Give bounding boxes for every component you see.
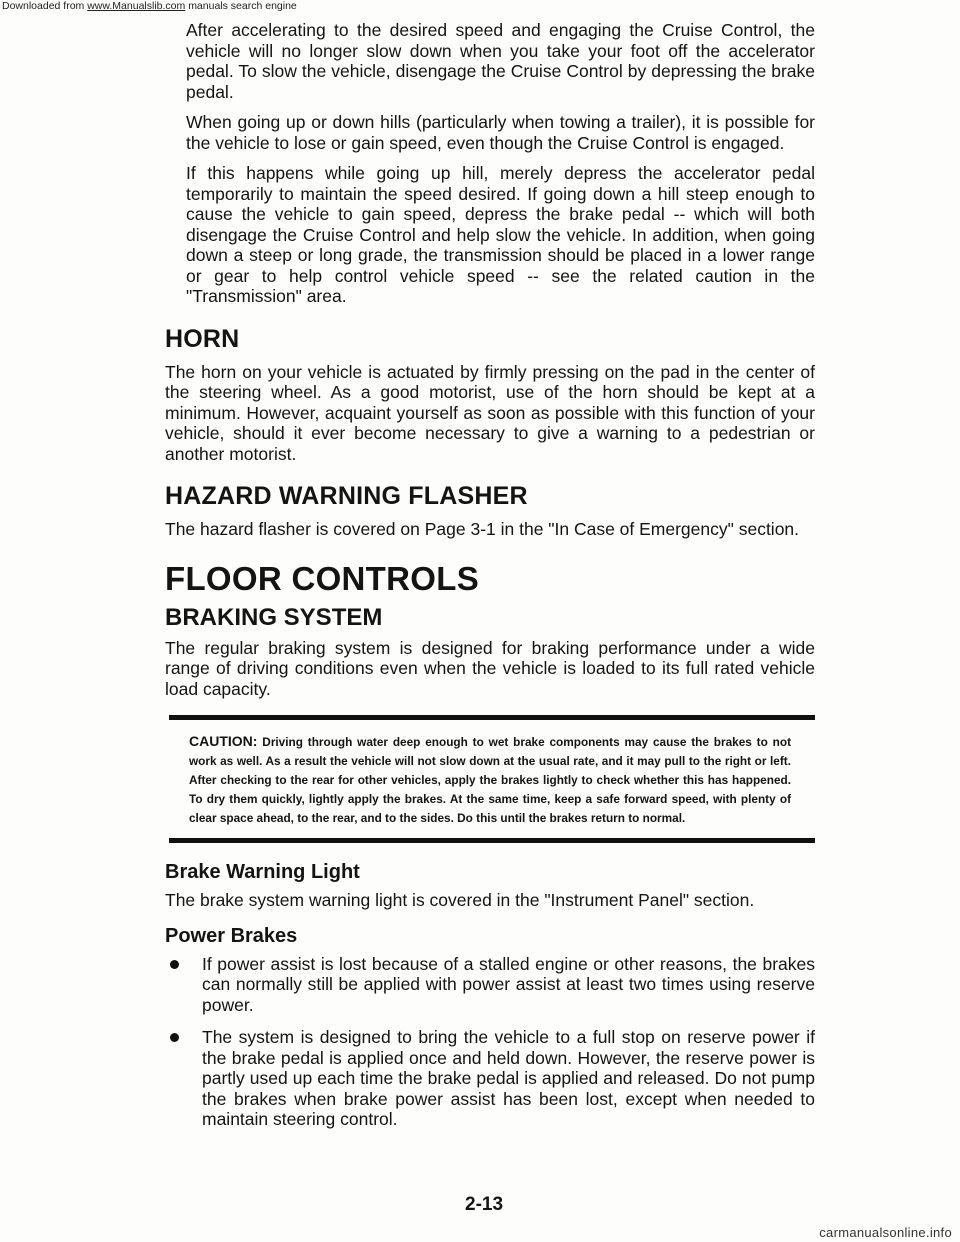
hazard-paragraph: The hazard flasher is covered on Page 3-1 in the "In Case of Emergency" section. <box>165 519 800 539</box>
manualslib-link[interactable]: www.Manualslib.com <box>87 0 186 12</box>
list-item-text: If power assist is lost because of a stalled engine or other reasons, the brakes can normally still be applied with power assist at least two times using reserve power. <box>202 953 815 1015</box>
power-brakes-list <box>165 954 815 1130</box>
page-number: 2-13 <box>465 1194 504 1215</box>
page-content <box>165 20 815 1142</box>
braking-system-heading: BRAKING SYSTEM <box>165 603 383 631</box>
caution-bottom-rule <box>169 838 815 843</box>
horn-paragraph: The horn on your vehicle is actuated by firmly pressing on the pad in the center of the steering wheel. As a good motorist, use of the horn should be kept at a minimum. However, acquaint yourself as soon as possible with this function of your vehicle, should it ever become necessary to give a warning to a pedestrian or another motorist. <box>165 361 815 464</box>
cruise-paragraph-3: If this happens while going up hill, merely depress the accelerator pedal temporarily to maintain the speed desired. If going down a hill steep enough to cause the vehicle to gain speed, depress the brake pedal -- which will both disengage the Cruise Control and help slow the vehicle. In addition, when going down a steep or long grade, the transmission should be placed in a lower range or gear to help control vehicle speed -- see the related caution in the "Transmission" area. <box>186 163 815 306</box>
floor-controls-heading: FLOOR CONTROLS <box>165 559 480 597</box>
caution-body <box>165 720 815 838</box>
download-prefix: Downloaded from <box>2 0 85 12</box>
hazard-heading: HAZARD WARNING FLASHER <box>165 482 528 510</box>
caution-box <box>165 715 815 843</box>
list-item <box>165 1027 815 1130</box>
cruise-paragraph-2: When going up or down hills (particularly when towing a trailer), it is possible for the vehicle to lose or gain speed, even though the Cruise Control is engaged. <box>186 112 815 153</box>
cruise-paragraph-1: After accelerating to the desired speed and engaging the Cruise Control, the vehicle will no longer slow down when you take your foot off the accelerator pedal. To slow the vehicle, disengage the Cruise Control by depressing the brake pedal. <box>186 20 815 102</box>
caution-label: CAUTION: <box>189 733 258 749</box>
bullet-icon <box>170 960 179 969</box>
power-brakes-heading: Power Brakes <box>165 924 298 947</box>
list-item-text: The system is designed to bring the vehicle to a full stop on reserve power if the brake pedal is applied once and held down. However, the reserve power is partly used up each time the brake pedal is applied and released. Do not pump the brakes when brake power assist has been lost, except when needed to maintain steering control. <box>202 1027 815 1129</box>
list-item <box>165 954 815 1016</box>
download-suffix: manuals search engine <box>188 0 297 12</box>
brake-warning-paragraph: The brake system warning light is covered in the "Instrument Panel" section. <box>165 890 755 910</box>
brake-warning-heading: Brake Warning Light <box>165 861 360 883</box>
caution-text: Driving through water deep enough to wet brake components may cause the brakes to not work as well. As a result the vehicle will not slow down at the usual rate, and it may pull to the right or left. After checking to the rear for other vehicles, apply the brakes lightly to check whether this has happened. To dry them quickly, lightly apply the brakes. At the same time, keep a safe forward speed, with plenty of clear space ahead, to the rear, and to the sides. Do this until the brakes return to normal. <box>189 735 791 825</box>
download-source-line <box>2 0 297 13</box>
horn-heading: HORN <box>165 324 240 353</box>
watermark: carmanualsonline.info <box>819 1225 952 1240</box>
bullet-icon <box>170 1033 179 1042</box>
braking-system-paragraph: The regular braking system is designed for braking performance under a wide range of driving conditions even when the vehicle is loaded to its full rated vehicle load capacity. <box>165 637 815 699</box>
